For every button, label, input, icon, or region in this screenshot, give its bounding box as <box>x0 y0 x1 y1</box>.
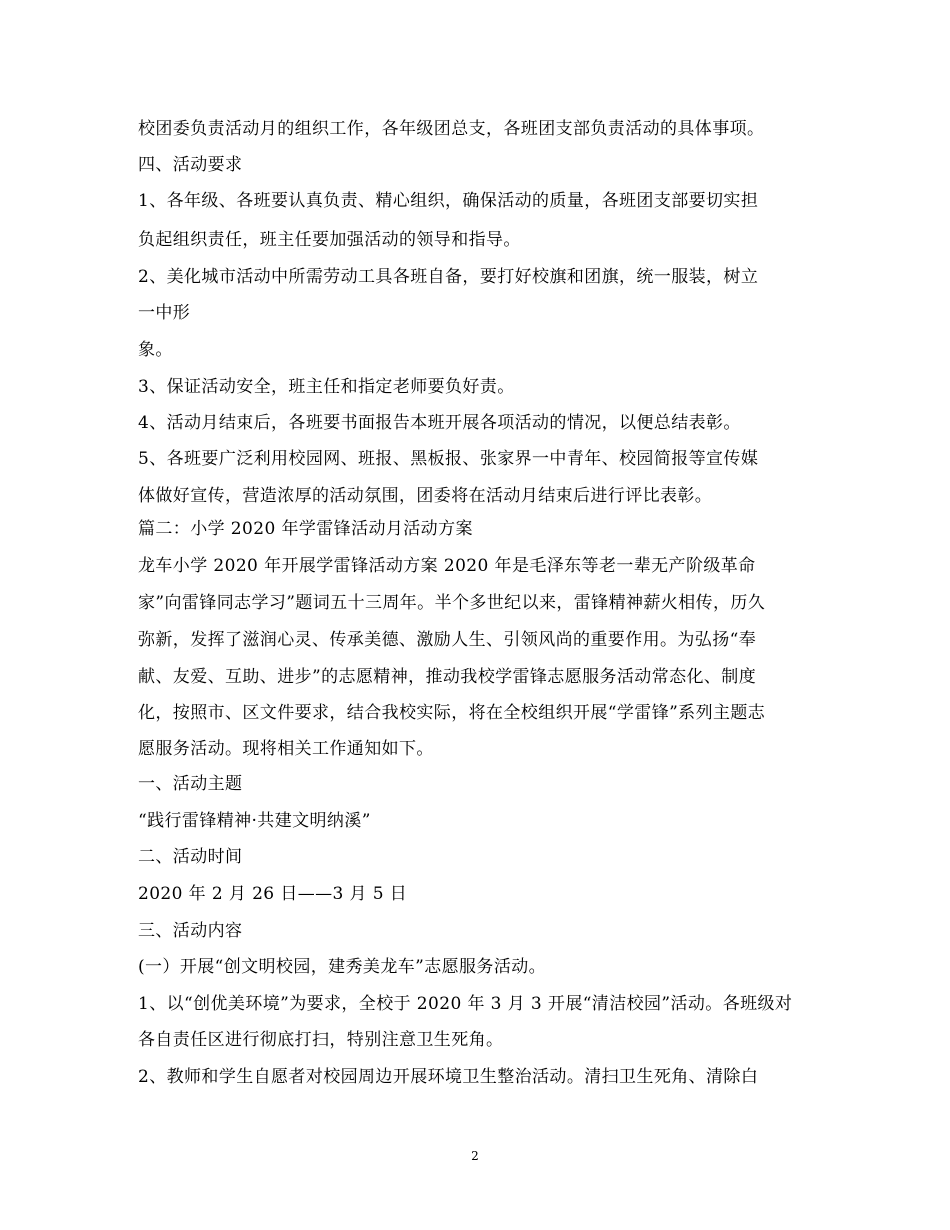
text-line: “践行雷锋精神·共建文明纳溪” <box>138 811 371 831</box>
page-number: 2 <box>471 1149 479 1163</box>
text-line: 献、友爱、互助、进步”的志愿精神，推动我校学雷锋志愿服务活动常态化、制度 <box>138 667 757 687</box>
text-line: 弥新，发挥了滋润心灵、传承美德、激励人生、引领风尚的重要作用。为弘扬“奉 <box>138 630 757 650</box>
text-line: 3、保证活动安全，班主任和指定老师要负好责。 <box>138 377 515 397</box>
text-line: 体做好宣传，营造浓厚的活动氛围，团委将在活动月结束后进行评比表彰。 <box>138 486 713 506</box>
text-line: 1、各年级、各班要认真负责、精心组织，确保活动的质量，各班团支部要切实担 <box>138 191 759 211</box>
text-line: 一中形 <box>138 303 191 323</box>
text-line: 各自责任区进行彻底打扫，特别注意卫生死角。 <box>138 1030 504 1050</box>
text-line: 2020 年 2 月 26 日——3 月 5 日 <box>138 884 408 904</box>
text-line: 龙车小学 2020 年开展学雷锋活动方案 2020 年是毛泽东等老一辈无产阶级革命 <box>138 556 756 576</box>
text-line: 二、活动时间 <box>138 847 243 867</box>
text-line: 2、教师和学生自愿者对校园周边开展环境卫生整治活动。清扫卫生死角、清除白 <box>138 1067 759 1087</box>
text-line: 愿服务活动。现将相关工作通知如下。 <box>138 739 434 759</box>
text-line: 象。 <box>138 340 173 360</box>
text-line: 一、活动主题 <box>138 774 243 794</box>
text-line: 四、活动要求 <box>138 155 243 175</box>
section-heading: 篇二：小学 2020 年学雷锋活动月活动方案 <box>138 519 473 539</box>
text-line: (一）开展“创文明校园，建秀美龙车”志愿服务活动。 <box>138 957 547 977</box>
text-line: 4、活动月结束后，各班要书面报告本班开展各项活动的情况，以便总结表彰。 <box>138 413 741 433</box>
text-line: 1、以“创优美环境”为要求，全校于 2020 年 3 月 3 开展“清洁校园”活动。各班级对 <box>138 994 793 1014</box>
text-line: 家”向雷锋同志学习”题词五十三周年。半个多世纪以来，雷锋精神薪火相传，历久 <box>138 593 766 613</box>
text-line: 2、美化城市活动中所需劳动工具各班自备，要打好校旗和团旗，统一服装，树立 <box>138 267 759 287</box>
text-line: 校团委负责活动月的组织工作，各年级团总支，各班团支部负责活动的具体事项。 <box>138 119 765 139</box>
text-line: 三、活动内容 <box>138 921 243 941</box>
text-line: 负起组织责任，班主任要加强活动的领导和指导。 <box>138 230 521 250</box>
text-line: 5、各班要广泛利用校园网、班报、黑板报、张家界一中青年、校园简报等宣传媒 <box>138 449 759 469</box>
text-line: 化，按照市、区文件要求，结合我校实际，将在全校组织开展“学雷锋”系列主题志 <box>138 703 766 723</box>
